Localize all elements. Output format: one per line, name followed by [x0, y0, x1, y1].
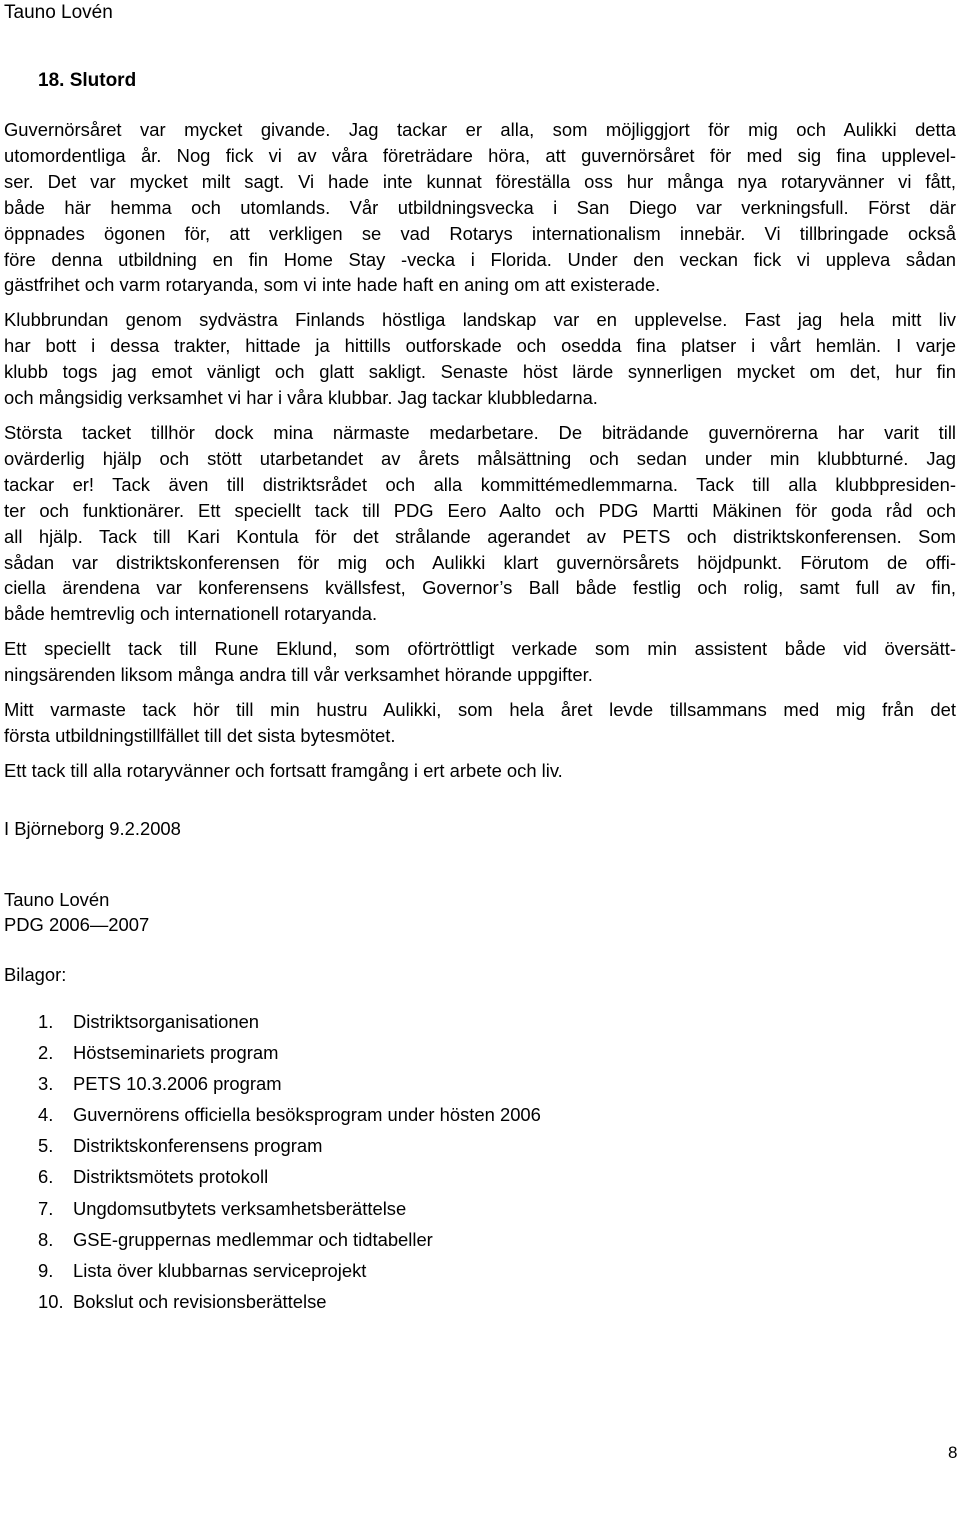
attachments-label: Bilagor:	[4, 964, 67, 985]
list-item	[38, 1259, 541, 1290]
text-line: före denna utbildning en fin Home Stay -vecka i Florida. Under den veckan fick vi uppleva sådan	[4, 248, 956, 270]
text-line: tackar er! Tack även till distriktsrådet och alla kommittémedlemmarna. Tack till alla klubbpresiden-	[4, 473, 956, 495]
text-line: ser. Det var mycket milt sagt. Vi hade inte kunnat föreställa oss hur många nya rotaryvänner vi fått,	[4, 170, 956, 192]
list-item-text: Distriktsorganisationen	[73, 1011, 260, 1032]
list-item-text: Ungdomsutbytets verksamhetsberättelse	[73, 1197, 407, 1219]
list-item	[38, 1165, 541, 1196]
signature-name: Tauno Lovén	[4, 889, 110, 910]
text-line: både här hemma och utomlands. Vår utbildningsvecka i San Diego var verkningsfull. Först där	[4, 196, 956, 218]
paragraph-spouse	[4, 697, 956, 749]
text-line: öppnades ögonen för, att verkligen se vad Rotarys internationalism innebär. Vi tillbringade också	[4, 222, 956, 244]
list-item-text: Bokslut och revisionsberättelse	[73, 1290, 327, 1312]
list-item-text: GSE-gruppernas medlemmar och tidtabeller	[73, 1228, 433, 1250]
text-line: utomordentliga år. Nog fick vi av våra företrädare höra, att guvernörsåret för med sig fina upplevel-	[4, 144, 956, 166]
list-item-number: 10.	[38, 1290, 64, 1312]
text-line: ovärderlig hjälp och stött utarbetandet av årets målsättning och sedan under min klubbturné. Jag	[4, 447, 956, 469]
list-item-text: Höstseminariets program	[73, 1042, 279, 1064]
list-item-number: 1.	[38, 1011, 54, 1032]
body-text	[4, 117, 956, 784]
list-item	[38, 1072, 541, 1103]
list-item-number: 6.	[38, 1166, 54, 1188]
text-line: har bott i dessa trakter, hittade ja hittills outforskade och osedda fina platser i vårt hemlän. I varje	[4, 335, 956, 357]
text-line: ter och funktionärer. Ett speciellt tack till PDG Eero Aalto och PDG Martti Mäkinen för goda råd och	[4, 499, 956, 521]
text-line: ciella ärendena var konferensens kvällsfest, Governor’s Ball både festlig och rolig, samt full av fin,	[4, 577, 956, 599]
list-item	[38, 1103, 541, 1134]
attachments-list	[38, 1010, 541, 1321]
list-item-number: 7.	[38, 1197, 54, 1219]
list-item-text: Guvernörens officiella besöksprogram under hösten 2006	[73, 1104, 541, 1126]
list-item-text: PETS 10.3.2006 program	[73, 1073, 282, 1095]
text-line: Klubbrundan genom sydvästra Finlands höstliga landskap var en upplevelse. Fast jag hela mitt liv	[4, 309, 956, 331]
list-item-number: 3.	[38, 1073, 54, 1095]
list-item-text: Lista över klubbarnas serviceprojekt	[73, 1259, 367, 1281]
page-number: 8	[948, 1443, 958, 1462]
paragraph-assistant	[4, 636, 956, 688]
text-line: sådan var distriktskonferensen för mig och Aulikki klart guvernörsårets höjdpunkt. Förutom de offi-	[4, 551, 956, 573]
paragraph-club-tour	[4, 307, 956, 411]
running-header-author: Tauno Lovén	[4, 2, 113, 23]
signature-title: PDG 2006—2007	[4, 914, 150, 935]
list-item-number: 5.	[38, 1135, 54, 1157]
text-line: Ett speciellt tack till Rune Eklund, som oförtröttligt verkade som min assistent både vid översätt-	[4, 638, 956, 660]
signature-block	[4, 887, 149, 937]
text-line: gästfrihet och varm rotaryanda, som vi inte hade haft en aning om att existerade.	[4, 274, 661, 296]
text-line: all hjälp. Tack till Kari Kontula för det strålande agerandet av PETS och distriktskonferensen. Som	[4, 525, 956, 547]
document-page	[4, 0, 956, 1520]
paragraph-colleagues	[4, 420, 956, 627]
text-line: och mångsidig verksamhet vi har i våra klubbar. Jag tackar klubbledarna.	[4, 387, 598, 409]
list-item-text: Distriktsmötets protokoll	[73, 1166, 269, 1188]
text-line: Guvernörsåret var mycket givande. Jag tackar er alla, som möjliggjort för mig och Aulikki detta	[4, 119, 956, 140]
text-line: första utbildningstillfället till det sista bytesmötet.	[4, 724, 396, 746]
text-line: ningsärenden liksom många andra till vår verksamhet hörande uppgifter.	[4, 664, 593, 686]
list-item-number: 9.	[38, 1259, 54, 1281]
list-item-number: 2.	[38, 1042, 54, 1064]
closing-line: Ett tack till alla rotaryvänner och fortsatt framgång i ert arbete och liv.	[4, 759, 563, 781]
place-date: I Björneborg 9.2.2008	[4, 818, 181, 839]
text-line: både hemtrevlig och internationell rotaryanda.	[4, 603, 378, 625]
list-item	[38, 1041, 541, 1072]
section-title: 18. Slutord	[38, 70, 137, 91]
list-item-number: 8.	[38, 1228, 54, 1250]
text-line: Mitt varmaste tack hör till min hustru Aulikki, som hela året levde tillsammans med mig från det	[4, 699, 956, 721]
text-line: Största tacket tillhör dock mina närmaste medarbetare. De biträdande guvernörerna har varit till	[4, 421, 956, 443]
list-item	[38, 1228, 541, 1259]
list-item	[38, 1290, 541, 1321]
list-item	[38, 1010, 541, 1041]
list-item-number: 4.	[38, 1104, 54, 1126]
list-item	[38, 1197, 541, 1228]
list-item-text: Distriktskonferensens program	[73, 1135, 323, 1157]
list-item	[38, 1134, 541, 1165]
text-line: klubb togs jag emot vänligt och glatt sakligt. Senaste höst lärde synnerligen mycket om det, hur fin	[4, 361, 956, 383]
paragraph-thanks-year	[4, 117, 956, 298]
